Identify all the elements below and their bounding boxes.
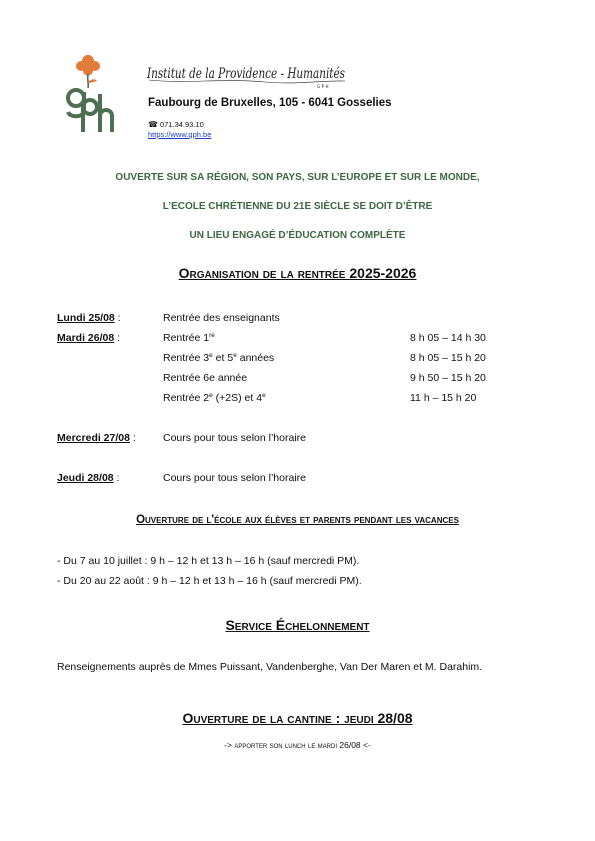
mardi-row-time: 9 h 50 – 15 h 20 (410, 372, 486, 384)
mercredi-text: Cours pour tous selon l’horaire (163, 432, 306, 444)
telephone-icon: ☎ (148, 120, 158, 129)
mardi-row-label: Rentrée 3e et 5e années (163, 352, 275, 364)
motto-line-2: L’ECOLE CHRÉTIENNE DU 21E SIÈCLE SE DOIT D’ÊTRE (162, 201, 433, 212)
vacances-title: Ouverture de l'école aux élèves et parents pendant les vacances (136, 514, 459, 526)
website-link[interactable]: https://www.gph.be (148, 130, 212, 139)
phone-number: 071.34.93.10 (159, 120, 204, 129)
signature-initials: GPH (317, 84, 331, 89)
school-address: Faubourg de Bruxelles, 105 - 6041 Gosselies (148, 97, 392, 109)
mardi-row-label: Rentrée 2e (+2S) et 4e (163, 392, 266, 404)
phone-line (148, 120, 204, 129)
motto-line-1: OUVERTE SUR SA RÉGION, SON PAYS, SUR L’EUROPE ET SUR LE MONDE, (115, 172, 480, 183)
school-logo (56, 54, 120, 138)
day-label-jeudi: Jeudi 28/08 : (57, 472, 120, 484)
echelonnement-text: Renseignements auprès de Mmes Puissant, Vandenberghe, Van Der Maren et M. Darahim. (57, 661, 483, 673)
jeudi-text: Cours pour tous selon l’horaire (163, 472, 306, 484)
motto-line-3: UN LIEU ENGAGÉ D’ÉDUCATION COMPLÈTE (189, 230, 406, 241)
day-label-mardi: Mardi 26/08 : (57, 332, 121, 344)
mardi-row-label: Rentrée 6e année (163, 372, 248, 384)
signature-text: Institut de la Providence - Humanités (146, 66, 345, 82)
mardi-row-time: 11 h – 15 h 20 (410, 392, 477, 404)
organisation-title-year: 2025-2026 (349, 265, 417, 281)
echelonnement-title: Service Échelonnement (225, 617, 370, 633)
day-label-mercredi: Mercredi 27/08 : (57, 432, 136, 444)
mardi-row-time: 8 h 05 – 15 h 20 (410, 352, 486, 364)
institution-signature (145, 56, 350, 90)
cantine-title-text: Ouverture de la cantine : jeudi (182, 710, 374, 726)
cantine-title-date: 28/08 (377, 710, 413, 726)
day-label-lundi: Lundi 25/08 : (57, 312, 121, 324)
cantine-note: -> apporter son lunch le mardi 26/08 <- (224, 740, 371, 750)
mardi-row-time: 8 h 05 – 14 h 30 (410, 332, 486, 344)
mardi-row-label: Rentrée 1re (163, 332, 215, 344)
organisation-title-text: Organisation de la rentrée (178, 265, 346, 281)
lundi-text: Rentrée des enseignants (163, 312, 280, 324)
organisation-title (0, 265, 595, 281)
vacances-item: - Du 7 au 10 juillet : 9 h – 12 h et 13 h – 16 h (sauf mercredi PM). (57, 555, 360, 567)
cantine-title (0, 710, 595, 726)
vacances-item: - Du 20 au 22 août : 9 h – 12 h et 13 h – 16 h (sauf mercredi PM). (57, 575, 362, 587)
